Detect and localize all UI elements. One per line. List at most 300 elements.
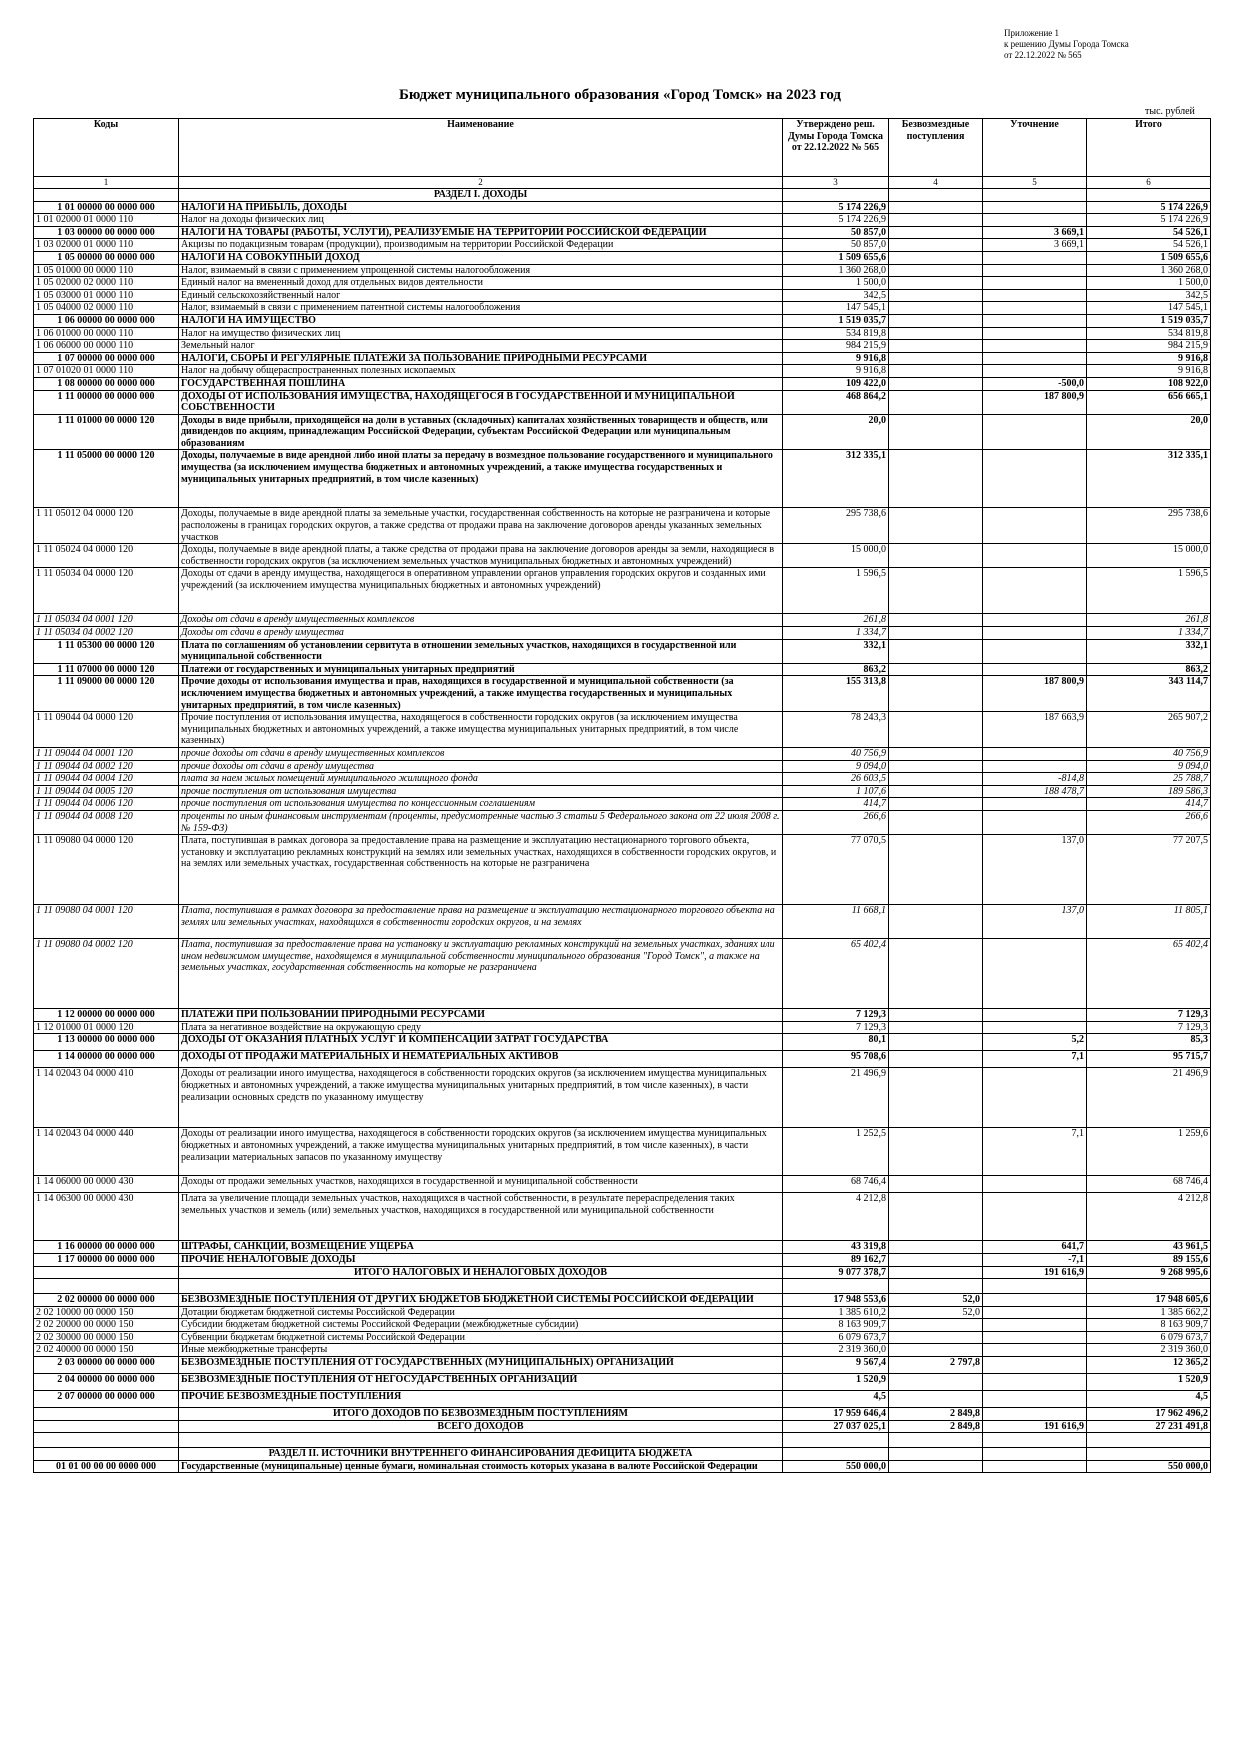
- table-row: [34, 614, 1211, 627]
- name-cell: ШТРАФЫ, САНКЦИИ, ВОЗМЕЩЕНИЕ УЩЕРБА: [179, 1241, 783, 1254]
- table-row: [34, 264, 1211, 277]
- gratuitous-cell: [889, 1128, 983, 1176]
- total-cell: 5 174 226,9: [1087, 201, 1211, 214]
- table-row: [34, 663, 1211, 676]
- gratuitous-cell: [889, 1448, 983, 1461]
- name-cell: Налог на доходы физических лиц: [179, 214, 783, 227]
- column-number: 1: [34, 177, 179, 189]
- gratuitous-cell: [889, 1176, 983, 1193]
- name-cell: Доходы в виде прибыли, приходящейся на доли в уставных (складочных) капиталах хозяйственных товариществ и обществ, или дивидендов по акциям, принадлежащим Российской Федерации, субъектам Российской Федерации или муниципальным образованиям: [179, 414, 783, 450]
- total-cell: 9 916,8: [1087, 365, 1211, 378]
- gratuitous-cell: [889, 712, 983, 748]
- name-cell: Плата, поступившая в рамках договора за предоставление права на размещение и эксплуатацию нестационарного торгового объекта, установку и эксплуатацию рекламных конструкций на землях или земельных участках, находящихся в собственности городских округов, и на землях или земельных участках, государственная собственность на которые не разграничена: [179, 835, 783, 905]
- approved-cell: [783, 1448, 889, 1461]
- spacer-row: [34, 1279, 1211, 1294]
- clarification-cell: [983, 1306, 1087, 1319]
- total-cell: 54 526,1: [1087, 226, 1211, 239]
- name-cell: Доходы от сдачи в аренду имущества, находящегося в оперативном управлении органов управления городских округов и созданных ими учреждений (за исключением имущества муниципальных бюджетных и автономных учреждений): [179, 568, 783, 614]
- gratuitous-cell: [889, 251, 983, 264]
- approved-cell: 1 500,0: [783, 277, 889, 290]
- approved-cell: 9 916,8: [783, 352, 889, 365]
- approved-cell: 17 959 646,4: [783, 1408, 889, 1421]
- table-row: [34, 289, 1211, 302]
- total-row: [34, 1420, 1211, 1433]
- name-cell: ДОХОДЫ ОТ ОКАЗАНИЯ ПЛАТНЫХ УСЛУГ И КОМПЕНСАЦИИ ЗАТРАТ ГОСУДАРСТВА: [179, 1034, 783, 1051]
- code-cell: [34, 1433, 179, 1448]
- clarification-cell: [983, 627, 1087, 640]
- approved-cell: 8 163 909,7: [783, 1319, 889, 1332]
- approved-cell: 15 000,0: [783, 544, 889, 568]
- total-cell: 9 916,8: [1087, 352, 1211, 365]
- gratuitous-cell: [889, 226, 983, 239]
- total-cell: 85,3: [1087, 1034, 1211, 1051]
- table-row: [34, 785, 1211, 798]
- table-row: [34, 1128, 1211, 1176]
- code-cell: 1 11 00000 00 0000 000: [34, 390, 179, 414]
- code-cell: 1 11 09044 04 0004 120: [34, 773, 179, 786]
- total-cell: 7 129,3: [1087, 1021, 1211, 1034]
- code-cell: 1 05 04000 02 0000 110: [34, 302, 179, 315]
- total-cell: 342,5: [1087, 289, 1211, 302]
- approved-cell: 863,2: [783, 663, 889, 676]
- gratuitous-cell: [889, 352, 983, 365]
- code-cell: 1 11 09044 04 0000 120: [34, 712, 179, 748]
- table-row: [34, 676, 1211, 712]
- column-number: 4: [889, 177, 983, 189]
- total-cell: [1087, 1433, 1211, 1448]
- clarification-cell: [983, 327, 1087, 340]
- spacer-row: [34, 1433, 1211, 1448]
- name-cell: БЕЗВОЗМЕЗДНЫЕ ПОСТУПЛЕНИЯ ОТ НЕГОСУДАРСТВЕННЫХ ОРГАНИЗАЦИЙ: [179, 1374, 783, 1391]
- header-total: Итого: [1087, 119, 1211, 177]
- code-cell: 1 08 00000 00 0000 000: [34, 377, 179, 390]
- code-cell: 1 12 00000 00 0000 000: [34, 1009, 179, 1022]
- name-cell: ИТОГО ДОХОДОВ ПО БЕЗВОЗМЕЗДНЫМ ПОСТУПЛЕНИЯМ: [179, 1408, 783, 1421]
- approved-cell: 332,1: [783, 639, 889, 663]
- total-cell: 984 215,9: [1087, 340, 1211, 353]
- total-cell: 1 596,5: [1087, 568, 1211, 614]
- approved-cell: 4 212,8: [783, 1193, 889, 1241]
- code-cell: 1 01 00000 00 0000 000: [34, 201, 179, 214]
- total-cell: 89 155,6: [1087, 1253, 1211, 1266]
- total-cell: [1087, 189, 1211, 202]
- approved-cell: 78 243,3: [783, 712, 889, 748]
- approved-cell: 43 319,8: [783, 1241, 889, 1254]
- gratuitous-cell: [889, 798, 983, 811]
- clarification-cell: [983, 201, 1087, 214]
- clarification-cell: [983, 614, 1087, 627]
- approved-cell: 1 334,7: [783, 627, 889, 640]
- table-row: [34, 352, 1211, 365]
- approved-cell: 89 162,7: [783, 1253, 889, 1266]
- gratuitous-cell: [889, 747, 983, 760]
- gratuitous-cell: [889, 1433, 983, 1448]
- approved-cell: 68 746,4: [783, 1176, 889, 1193]
- table-row: [34, 1009, 1211, 1022]
- gratuitous-cell: 52,0: [889, 1306, 983, 1319]
- gratuitous-cell: [889, 1374, 983, 1391]
- table-row: [34, 1253, 1211, 1266]
- name-cell: НАЛОГИ НА ТОВАРЫ (РАБОТЫ, УСЛУГИ), РЕАЛИЗУЕМЫЕ НА ТЕРРИТОРИИ РОССИЙСКОЙ ФЕДЕРАЦИИ: [179, 226, 783, 239]
- clarification-cell: [983, 663, 1087, 676]
- column-number: 3: [783, 177, 889, 189]
- table-row: [34, 226, 1211, 239]
- total-cell: 189 586,3: [1087, 785, 1211, 798]
- clarification-cell: [983, 810, 1087, 834]
- approved-cell: 312 335,1: [783, 450, 889, 508]
- code-cell: 2 07 00000 00 0000 000: [34, 1391, 179, 1408]
- name-cell: Единый налог на вмененный доход для отдельных видов деятельности: [179, 277, 783, 290]
- gratuitous-cell: [889, 1331, 983, 1344]
- code-cell: 1 17 00000 00 0000 000: [34, 1253, 179, 1266]
- code-cell: 1 05 03000 01 0000 110: [34, 289, 179, 302]
- clarification-cell: 641,7: [983, 1241, 1087, 1254]
- code-cell: 1 14 06300 00 0000 430: [34, 1193, 179, 1241]
- code-cell: 1 11 05300 00 0000 120: [34, 639, 179, 663]
- approved-cell: 50 857,0: [783, 239, 889, 252]
- gratuitous-cell: [889, 1319, 983, 1332]
- table-row: [34, 639, 1211, 663]
- code-cell: 1 14 02043 04 0000 410: [34, 1068, 179, 1128]
- code-cell: 1 11 05034 04 0000 120: [34, 568, 179, 614]
- code-cell: 1 14 02043 04 0000 440: [34, 1128, 179, 1176]
- name-cell: Плата за увеличение площади земельных участков, находящихся в частной собственности, в результате перераспределения таких земельных участков и земель (или) земельных участков, находящихся в государственной или муниципальной собственности: [179, 1193, 783, 1241]
- clarification-cell: [983, 1433, 1087, 1448]
- gratuitous-cell: [889, 302, 983, 315]
- code-cell: 1 07 01020 01 0000 110: [34, 365, 179, 378]
- total-cell: 1 259,6: [1087, 1128, 1211, 1176]
- approved-cell: 468 864,2: [783, 390, 889, 414]
- clarification-cell: [983, 251, 1087, 264]
- gratuitous-cell: [889, 663, 983, 676]
- header-approved: Утверждено реш. Думы Города Томска от 22.12.2022 № 565: [783, 119, 889, 177]
- name-cell: Субсидии бюджетам бюджетной системы Российской Федерации (межбюджетные субсидии): [179, 1319, 783, 1332]
- code-cell: 1 06 01000 00 0000 110: [34, 327, 179, 340]
- clarification-cell: [983, 1319, 1087, 1332]
- table-row: [34, 239, 1211, 252]
- annex-line: от 22.12.2022 № 565: [1004, 50, 1082, 60]
- code-cell: 1 11 05012 04 0000 120: [34, 508, 179, 544]
- approved-cell: 9 094,0: [783, 760, 889, 773]
- code-cell: 1 03 02000 01 0000 110: [34, 239, 179, 252]
- table-row: [34, 747, 1211, 760]
- gratuitous-cell: [889, 277, 983, 290]
- name-cell: плата за наем жилых помещений муниципального жилищного фонда: [179, 773, 783, 786]
- table-row: [34, 1344, 1211, 1357]
- code-cell: 1 11 09044 04 0001 120: [34, 747, 179, 760]
- clarification-cell: -7,1: [983, 1253, 1087, 1266]
- gratuitous-cell: [889, 201, 983, 214]
- total-cell: 108 922,0: [1087, 377, 1211, 390]
- approved-cell: 342,5: [783, 289, 889, 302]
- clarification-cell: 188 478,7: [983, 785, 1087, 798]
- approved-cell: 9 077 378,7: [783, 1266, 889, 1279]
- column-number: 6: [1087, 177, 1211, 189]
- code-cell: 2 02 30000 00 0000 150: [34, 1331, 179, 1344]
- column-number: 2: [179, 177, 783, 189]
- total-cell: 17 948 605,6: [1087, 1294, 1211, 1307]
- gratuitous-cell: 2 849,8: [889, 1420, 983, 1433]
- table-row: [34, 414, 1211, 450]
- gratuitous-cell: 2 797,8: [889, 1357, 983, 1374]
- name-cell: ГОСУДАРСТВЕННАЯ ПОШЛИНА: [179, 377, 783, 390]
- table-row: [34, 939, 1211, 1009]
- name-cell: Доходы от реализации иного имущества, находящегося в собственности городских округов (за исключением имущества муниципальных бюджетных и автономных учреждений, а также имущества муниципальных унитарных предприятий, в том числе казенных), в части реализации основных средств по указанному имуществу: [179, 1068, 783, 1128]
- total-cell: 6 079 673,7: [1087, 1331, 1211, 1344]
- gratuitous-cell: [889, 939, 983, 1009]
- clarification-cell: 7,1: [983, 1051, 1087, 1068]
- clarification-cell: [983, 1357, 1087, 1374]
- clarification-cell: [983, 365, 1087, 378]
- approved-cell: 4,5: [783, 1391, 889, 1408]
- document-title: Бюджет муниципального образования «Город Томск» на 2023 год: [399, 87, 841, 103]
- name-cell: НАЛОГИ НА ПРИБЫЛЬ, ДОХОДЫ: [179, 201, 783, 214]
- total-cell: 25 788,7: [1087, 773, 1211, 786]
- annex-note: [1004, 28, 1129, 61]
- code-cell: 1 03 00000 00 0000 000: [34, 226, 179, 239]
- total-cell: 1 360 268,0: [1087, 264, 1211, 277]
- name-cell: ДОХОДЫ ОТ ПРОДАЖИ МАТЕРИАЛЬНЫХ И НЕМАТЕРИАЛЬНЫХ АКТИВОВ: [179, 1051, 783, 1068]
- annex-line: Приложение 1: [1004, 28, 1060, 38]
- clarification-cell: 3 669,1: [983, 226, 1087, 239]
- table-row: [34, 1331, 1211, 1344]
- table-row: [34, 1306, 1211, 1319]
- gratuitous-cell: [889, 1253, 983, 1266]
- approved-cell: [783, 1433, 889, 1448]
- approved-cell: 1 519 035,7: [783, 314, 889, 327]
- table-row: [34, 201, 1211, 214]
- clarification-cell: 137,0: [983, 835, 1087, 905]
- clarification-cell: [983, 1021, 1087, 1034]
- table-row: [34, 277, 1211, 290]
- gratuitous-cell: [889, 810, 983, 834]
- code-cell: 1 06 00000 00 0000 000: [34, 314, 179, 327]
- table-row: [34, 1319, 1211, 1332]
- approved-cell: 1 596,5: [783, 568, 889, 614]
- code-cell: 1 05 02000 02 0000 110: [34, 277, 179, 290]
- section-row: [34, 189, 1211, 202]
- clarification-cell: 187 800,9: [983, 676, 1087, 712]
- clarification-cell: [983, 450, 1087, 508]
- approved-cell: 261,8: [783, 614, 889, 627]
- gratuitous-cell: [889, 1344, 983, 1357]
- name-cell: ДОХОДЫ ОТ ИСПОЛЬЗОВАНИЯ ИМУЩЕСТВА, НАХОДЯЩЕГОСЯ В ГОСУДАРСТВЕННОЙ И МУНИЦИПАЛЬНОЙ СОБСТВЕННОСТИ: [179, 390, 783, 414]
- clarification-cell: [983, 302, 1087, 315]
- clarification-cell: 3 669,1: [983, 239, 1087, 252]
- name-cell: Налог, взимаемый в связи с применением патентной системы налогообложения: [179, 302, 783, 315]
- code-cell: 1 11 05034 04 0001 120: [34, 614, 179, 627]
- header-codes: Коды: [34, 119, 179, 177]
- gratuitous-cell: [889, 239, 983, 252]
- approved-cell: 5 174 226,9: [783, 201, 889, 214]
- name-cell: ПРОЧИЕ БЕЗВОЗМЕЗДНЫЕ ПОСТУПЛЕНИЯ: [179, 1391, 783, 1408]
- column-number: 5: [983, 177, 1087, 189]
- table-row: [34, 835, 1211, 905]
- name-cell: Налог на добычу общераспространенных полезных ископаемых: [179, 365, 783, 378]
- header-name: Наименование: [179, 119, 783, 177]
- units-label: тыс. рублей: [1145, 106, 1195, 117]
- total-cell: 265 907,2: [1087, 712, 1211, 748]
- table-row: [34, 627, 1211, 640]
- section-row: [34, 1448, 1211, 1461]
- table-row: [34, 1374, 1211, 1391]
- name-cell: проценты по иным финансовым инструментам (проценты, предусмотренные частью 3 статьи 5 Федерального закона от 22 июля 2008 г. № 159-ФЗ): [179, 810, 783, 834]
- clarification-cell: [983, 1374, 1087, 1391]
- name-cell: Прочие поступления от использования имущества, находящегося в собственности городских округов (за исключением имущества муниципальных бюджетных и автономных учреждений, а также имущества муниципальных унитарных предприятий, в том числе казенных): [179, 712, 783, 748]
- total-row: [34, 1408, 1211, 1421]
- gratuitous-cell: [889, 568, 983, 614]
- clarification-cell: [983, 277, 1087, 290]
- code-cell: 2 02 20000 00 0000 150: [34, 1319, 179, 1332]
- clarification-cell: [983, 1408, 1087, 1421]
- approved-cell: 1 360 268,0: [783, 264, 889, 277]
- table-row: [34, 712, 1211, 748]
- gratuitous-cell: 2 849,8: [889, 1408, 983, 1421]
- name-cell: прочие поступления от использования имущества по концессионным соглашениям: [179, 798, 783, 811]
- code-cell: 1 11 05034 04 0002 120: [34, 627, 179, 640]
- name-cell: БЕЗВОЗМЕЗДНЫЕ ПОСТУПЛЕНИЯ ОТ ГОСУДАРСТВЕННЫХ (МУНИЦИПАЛЬНЫХ) ОРГАНИЗАЦИЙ: [179, 1357, 783, 1374]
- clarification-cell: 187 663,9: [983, 712, 1087, 748]
- code-cell: 1 11 07000 00 0000 120: [34, 663, 179, 676]
- approved-cell: 534 819,8: [783, 327, 889, 340]
- table-row: [34, 1193, 1211, 1241]
- clarification-cell: -500,0: [983, 377, 1087, 390]
- name-cell: НАЛОГИ, СБОРЫ И РЕГУЛЯРНЫЕ ПЛАТЕЖИ ЗА ПОЛЬЗОВАНИЕ ПРИРОДНЫМИ РЕСУРСАМИ: [179, 352, 783, 365]
- clarification-cell: 7,1: [983, 1128, 1087, 1176]
- approved-cell: 7 129,3: [783, 1021, 889, 1034]
- approved-cell: 147 545,1: [783, 302, 889, 315]
- code-cell: 2 02 00000 00 0000 000: [34, 1294, 179, 1307]
- name-cell: Налог, взимаемый в связи с применением упрощенной системы налогообложения: [179, 264, 783, 277]
- code-cell: 1 05 01000 00 0000 110: [34, 264, 179, 277]
- name-cell: Единый сельскохозяйственный налог: [179, 289, 783, 302]
- clarification-cell: [983, 798, 1087, 811]
- table-row: [34, 1051, 1211, 1068]
- approved-cell: 27 037 025,1: [783, 1420, 889, 1433]
- total-cell: 1 334,7: [1087, 627, 1211, 640]
- header-clarification: Уточнение: [983, 119, 1087, 177]
- annex-line: к решению Думы Города Томска: [1004, 39, 1129, 49]
- clarification-cell: [983, 544, 1087, 568]
- total-cell: 9 268 995,6: [1087, 1266, 1211, 1279]
- name-cell: [179, 1279, 783, 1294]
- code-cell: 1 05 00000 00 0000 000: [34, 251, 179, 264]
- total-cell: 332,1: [1087, 639, 1211, 663]
- approved-cell: 80,1: [783, 1034, 889, 1051]
- gratuitous-cell: [889, 289, 983, 302]
- total-cell: 5 174 226,9: [1087, 214, 1211, 227]
- clarification-cell: 191 616,9: [983, 1420, 1087, 1433]
- clarification-cell: [983, 1176, 1087, 1193]
- total-cell: 147 545,1: [1087, 302, 1211, 315]
- gratuitous-cell: [889, 835, 983, 905]
- approved-cell: 40 756,9: [783, 747, 889, 760]
- code-cell: 1 16 00000 00 0000 000: [34, 1241, 179, 1254]
- gratuitous-cell: [889, 1266, 983, 1279]
- total-cell: 20,0: [1087, 414, 1211, 450]
- clarification-cell: [983, 1294, 1087, 1307]
- clarification-cell: [983, 1460, 1087, 1473]
- table-row: [34, 314, 1211, 327]
- code-cell: 1 11 05000 00 0000 120: [34, 450, 179, 508]
- name-cell: Доходы от реализации иного имущества, находящегося в собственности городских округов (за исключением имущества муниципальных бюджетных и автономных учреждений, а также имущества муниципальных унитарных предприятий, в том числе казенных), в части реализации материальных запасов по указанному имуществу: [179, 1128, 783, 1176]
- name-cell: Доходы, получаемые в виде арендной либо иной платы за передачу в возмездное пользование государственного и муниципального имущества (за исключением имущества бюджетных и автономных учреждений, а также имущества государственных и муниципальных унитарных предприятий, в том числе казенных): [179, 450, 783, 508]
- approved-cell: 414,7: [783, 798, 889, 811]
- total-cell: 534 819,8: [1087, 327, 1211, 340]
- table-row: [34, 1391, 1211, 1408]
- table-row: [34, 1460, 1211, 1473]
- table-row: [34, 905, 1211, 939]
- gratuitous-cell: [889, 214, 983, 227]
- table-row: [34, 327, 1211, 340]
- table-row: [34, 1068, 1211, 1128]
- gratuitous-cell: [889, 450, 983, 508]
- gratuitous-cell: [889, 414, 983, 450]
- code-cell: [34, 1408, 179, 1421]
- name-cell: Плата, поступившая в рамках договора за предоставление права на размещение и эксплуатацию нестационарного торгового объекта на землях или земельных участках, находящихся в собственности городских округов, и на землях: [179, 905, 783, 939]
- total-row: [34, 1266, 1211, 1279]
- clarification-cell: [983, 314, 1087, 327]
- code-cell: 1 11 01000 00 0000 120: [34, 414, 179, 450]
- total-cell: 8 163 909,7: [1087, 1319, 1211, 1332]
- approved-cell: 20,0: [783, 414, 889, 450]
- total-cell: 9 094,0: [1087, 760, 1211, 773]
- table-row: [34, 390, 1211, 414]
- table-row: [34, 1357, 1211, 1374]
- code-cell: [34, 189, 179, 202]
- approved-cell: 1 252,5: [783, 1128, 889, 1176]
- total-cell: 21 496,9: [1087, 1068, 1211, 1128]
- clarification-cell: [983, 289, 1087, 302]
- name-cell: Дотации бюджетам бюджетной системы Российской Федерации: [179, 1306, 783, 1319]
- total-cell: 1 520,9: [1087, 1374, 1211, 1391]
- name-cell: прочие доходы от сдачи в аренду имущественных комплексов: [179, 747, 783, 760]
- gratuitous-cell: [889, 1193, 983, 1241]
- approved-cell: 1 107,6: [783, 785, 889, 798]
- total-cell: 863,2: [1087, 663, 1211, 676]
- approved-cell: 5 174 226,9: [783, 214, 889, 227]
- clarification-cell: [983, 1391, 1087, 1408]
- gratuitous-cell: 52,0: [889, 1294, 983, 1307]
- clarification-cell: [983, 1279, 1087, 1294]
- code-cell: 1 11 09044 04 0005 120: [34, 785, 179, 798]
- gratuitous-cell: [889, 1009, 983, 1022]
- table-row: [34, 544, 1211, 568]
- table-row: [34, 810, 1211, 834]
- name-cell: НАЛОГИ НА ИМУЩЕСТВО: [179, 314, 783, 327]
- clarification-cell: -814,8: [983, 773, 1087, 786]
- approved-cell: 984 215,9: [783, 340, 889, 353]
- total-cell: 1 519 035,7: [1087, 314, 1211, 327]
- name-cell: Акцизы по подакцизным товарам (продукции), производимым на территории Российской Федерации: [179, 239, 783, 252]
- table-row: [34, 365, 1211, 378]
- total-cell: 95 715,7: [1087, 1051, 1211, 1068]
- total-cell: 1 509 655,6: [1087, 251, 1211, 264]
- gratuitous-cell: [889, 1021, 983, 1034]
- total-cell: 1 500,0: [1087, 277, 1211, 290]
- code-cell: 2 03 00000 00 0000 000: [34, 1357, 179, 1374]
- gratuitous-cell: [889, 1068, 983, 1128]
- code-cell: 1 07 00000 00 0000 000: [34, 352, 179, 365]
- clarification-cell: [983, 760, 1087, 773]
- table-row: [34, 302, 1211, 315]
- name-cell: Государственные (муниципальные) ценные бумаги, номинальная стоимость которых указана в валюте Российской Федерации: [179, 1460, 783, 1473]
- total-cell: 550 000,0: [1087, 1460, 1211, 1473]
- name-cell: [179, 1433, 783, 1448]
- name-cell: ПРОЧИЕ НЕНАЛОГОВЫЕ ДОХОДЫ: [179, 1253, 783, 1266]
- name-cell: НАЛОГИ НА СОВОКУПНЫЙ ДОХОД: [179, 251, 783, 264]
- gratuitous-cell: [889, 327, 983, 340]
